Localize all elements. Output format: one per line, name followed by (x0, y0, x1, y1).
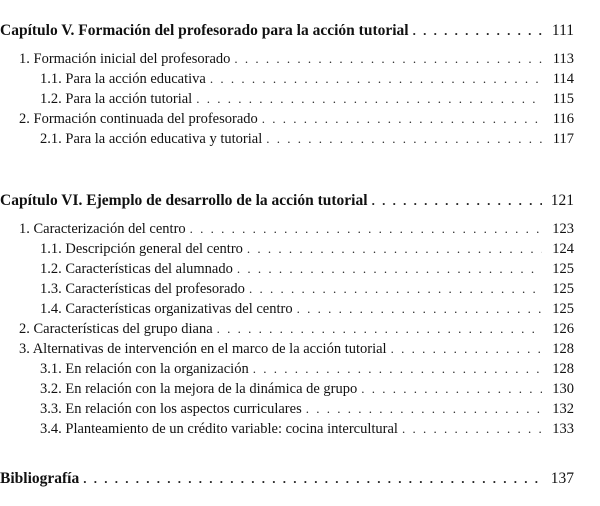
page-number: 126 (552, 321, 574, 337)
dot-leader (217, 320, 542, 338)
dot-leader (210, 70, 542, 88)
toc-chapter-5[interactable] (0, 22, 600, 40)
chapter-title: Capítulo VI. Ejemplo de desarrollo de la acción tutorial (0, 192, 368, 209)
entry-label: 1.4. Características organizativas del centro (40, 301, 293, 317)
dot-leader (391, 340, 542, 358)
toc-entry[interactable] (0, 400, 600, 418)
toc-entry[interactable] (0, 320, 600, 338)
dot-leader (83, 470, 542, 488)
dot-leader (266, 130, 542, 148)
toc-entry[interactable] (0, 260, 600, 278)
entry-label: 2. Formación continuada del profesorado (19, 111, 258, 127)
dot-leader (402, 420, 542, 438)
page-number: 137 (550, 470, 574, 487)
toc-entry[interactable] (0, 130, 600, 148)
entry-label: 3.4. Planteamiento de un crédito variable: cocina intercultural (40, 421, 398, 437)
entry-label: 1.1. Para la acción educativa (40, 71, 206, 87)
page-number: 132 (552, 401, 574, 417)
toc-entry[interactable] (0, 420, 600, 438)
toc-entry[interactable] (0, 50, 600, 68)
page-number: 125 (552, 301, 574, 317)
toc-entry[interactable] (0, 340, 600, 358)
toc-entry[interactable] (0, 360, 600, 378)
page-number: 123 (552, 221, 574, 237)
entry-label: 1.1. Descripción general del centro (40, 241, 243, 257)
chapter-title: Bibliografía (0, 470, 80, 487)
dot-leader (190, 220, 542, 238)
page-number: 116 (552, 111, 574, 127)
dot-leader (237, 260, 542, 278)
entry-label: 1.3. Características del profesorado (40, 281, 245, 297)
dot-leader (361, 380, 542, 398)
dot-leader (262, 110, 542, 128)
dot-leader (413, 22, 542, 40)
dot-leader (234, 50, 542, 68)
entry-label: 3.1. En relación con la organización (40, 361, 249, 377)
toc-entry[interactable] (0, 240, 600, 258)
dot-leader (247, 240, 542, 258)
entry-label: 1. Caracterización del centro (19, 221, 186, 237)
entry-label: 1.2. Características del alumnado (40, 261, 233, 277)
page-number: 113 (552, 51, 574, 67)
entry-label: 2.1. Para la acción educativa y tutorial (40, 131, 263, 147)
toc-entry[interactable] (0, 90, 600, 108)
page-number: 111 (551, 22, 574, 39)
toc-entry[interactable] (0, 70, 600, 88)
dot-leader (249, 280, 542, 298)
toc-bibliography[interactable] (0, 470, 600, 488)
toc-entry[interactable] (0, 220, 600, 238)
page-number: 117 (552, 131, 574, 147)
entry-label: 2. Características del grupo diana (19, 321, 213, 337)
toc-entry[interactable] (0, 110, 600, 128)
page-number: 130 (552, 381, 574, 397)
entry-label: 3.3. En relación con los aspectos curriculares (40, 401, 302, 417)
page-number: 124 (552, 241, 574, 257)
page-number: 121 (550, 192, 574, 209)
dot-leader (196, 90, 542, 108)
dot-leader (372, 192, 542, 210)
page-number: 125 (552, 281, 574, 297)
dot-leader (306, 400, 542, 418)
entry-label: 1. Formación inicial del profesorado (19, 51, 231, 67)
toc-entry[interactable] (0, 280, 600, 298)
entry-label: 3. Alternativas de intervención en el marco de la acción tutorial (19, 341, 387, 357)
toc-entry[interactable] (0, 300, 600, 318)
toc-entry[interactable] (0, 380, 600, 398)
entry-label: 1.2. Para la acción tutorial (40, 91, 193, 107)
dot-leader (253, 360, 542, 378)
page-number: 114 (552, 71, 574, 87)
page-number: 125 (552, 261, 574, 277)
dot-leader (297, 300, 542, 318)
toc-chapter-6[interactable] (0, 192, 600, 210)
page-number: 115 (552, 91, 574, 107)
entry-label: 3.2. En relación con la mejora de la dinámica de grupo (40, 381, 358, 397)
chapter-title: Capítulo V. Formación del profesorado para la acción tutorial (0, 22, 409, 39)
page-number: 128 (552, 361, 574, 377)
page-number: 128 (552, 341, 574, 357)
page-number: 133 (552, 421, 574, 437)
